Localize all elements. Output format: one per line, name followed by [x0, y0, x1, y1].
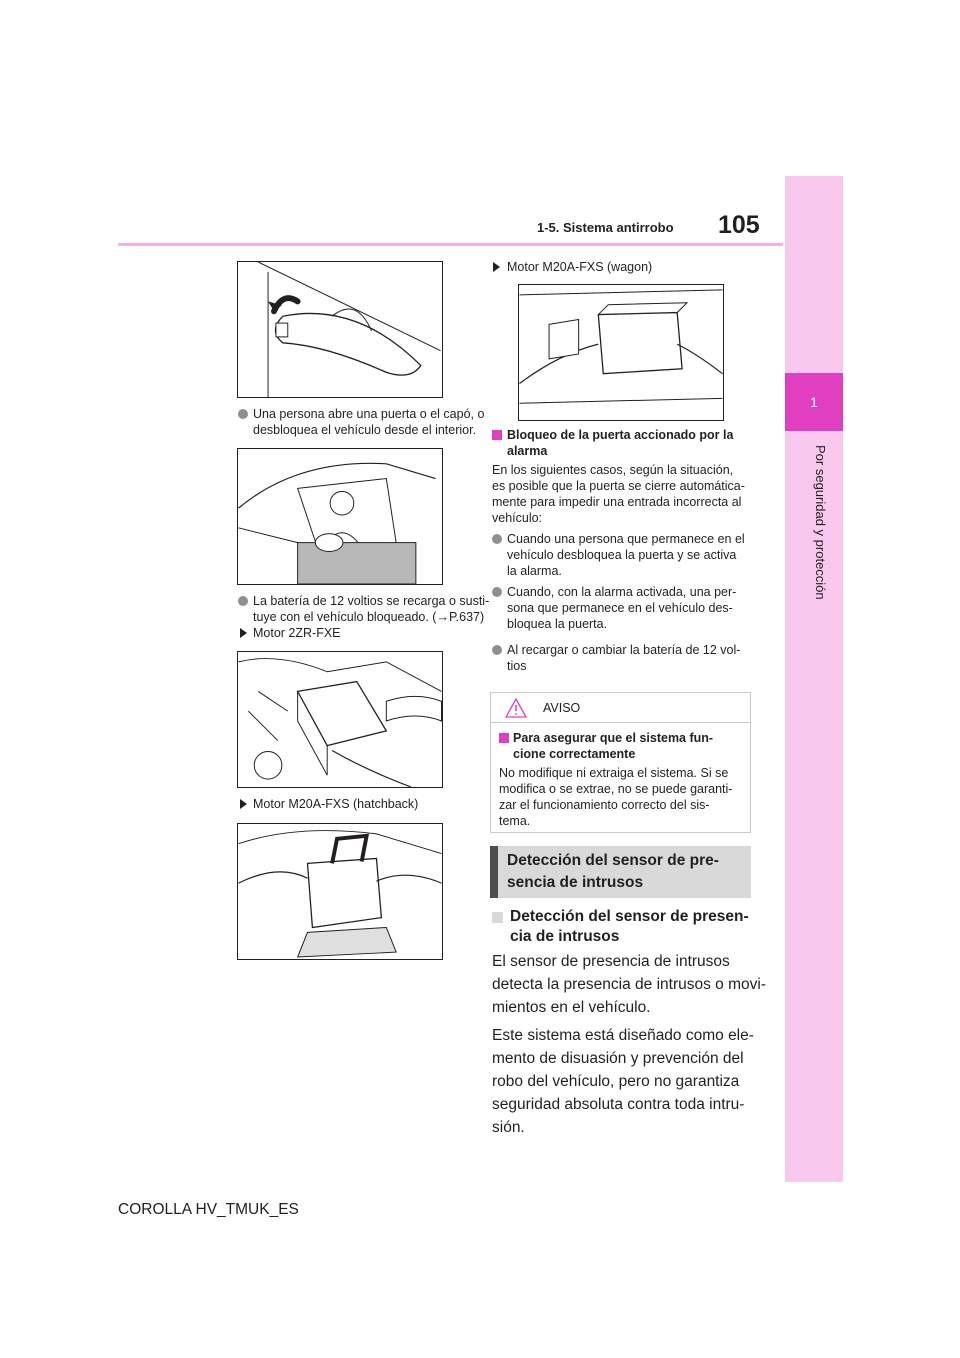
section-header-text: sencia de intrusos	[507, 874, 644, 891]
paragraph-line: El sensor de presencia de intrusos	[492, 953, 730, 970]
engine-label: Motor 2ZR-FXE	[253, 626, 341, 640]
subsection-title: Detección del sensor de presen-	[510, 908, 749, 925]
arrow-right-icon	[240, 628, 247, 638]
door-handle-illustration	[237, 261, 443, 398]
subsection-title: Bloqueo de la puerta accionado por la	[507, 428, 734, 442]
person-in-car-drawing	[238, 449, 442, 584]
bullet-text: Al recargar o cambiar la batería de 12 vol-	[507, 643, 741, 657]
bullet-text: bloquea la puerta.	[507, 617, 608, 631]
paragraph-line: es posible que la puerta se cierre automática-	[492, 479, 745, 493]
subsection-title: cia de intrusos	[510, 928, 620, 945]
bullet-text: sona que permanece en el vehículo des-	[507, 601, 733, 615]
arrow-right-icon	[240, 799, 247, 809]
aviso-header	[491, 693, 750, 723]
paragraph-line: sión.	[492, 1119, 525, 1136]
square-bullet-icon	[492, 430, 502, 440]
bullet-dot	[238, 596, 248, 606]
bullet-dot	[238, 409, 248, 419]
bullet-dot	[492, 587, 502, 597]
engine-label: Motor M20A-FXS (hatchback)	[253, 797, 419, 811]
paragraph-line: vehículo:	[492, 511, 543, 525]
paragraph-line: mientos en el vehículo.	[492, 999, 651, 1016]
page-number: 105	[718, 211, 760, 239]
bullet-text: Cuando una persona que permanece en el	[507, 532, 745, 546]
paragraph-line: mente para impedir una entrada incorrecta al	[492, 495, 742, 509]
bullet-text: tios	[507, 659, 527, 673]
square-bullet-icon	[499, 733, 509, 743]
section-header-text: Detección del sensor de pre-	[507, 852, 719, 869]
bullet-dot	[492, 534, 502, 544]
aviso-body: tema.	[499, 814, 531, 828]
battery-2zr-drawing	[238, 652, 442, 787]
paragraph-line: mento de disuasión y prevención del	[492, 1050, 744, 1067]
paragraph-line: detecta la presencia de intrusos o movi-	[492, 976, 766, 993]
bullet-text: Una persona abre una puerta o el capó, o	[253, 407, 485, 421]
person-in-car-illustration	[237, 448, 443, 585]
chapter-title: Por seguridad y protección	[813, 445, 828, 600]
engine-label: Motor M20A-FXS (wagon)	[507, 260, 653, 274]
aviso-body: zar el funcionamiento correcto del sis-	[499, 798, 710, 812]
bullet-text: desbloquea el vehículo desde el interior.	[253, 423, 477, 437]
aviso-label: AVISO	[543, 701, 581, 715]
battery-2zr-illustration	[237, 651, 443, 788]
warning-triangle-icon	[505, 698, 527, 718]
chapter-sidebar	[785, 176, 843, 1182]
section-header	[490, 846, 751, 898]
aviso-body: No modifique ni extraiga el sistema. Si se	[499, 766, 729, 780]
bullet-dot	[492, 645, 502, 655]
chapter-number: 1	[810, 394, 818, 410]
paragraph-line: En los siguientes casos, según la situación,	[492, 463, 734, 477]
bullet-text: tuye con el vehículo bloqueado. (→P.637)	[253, 610, 485, 624]
header-rule	[118, 243, 783, 246]
chapter-number-tab[interactable]	[785, 373, 843, 431]
battery-hatchback-illustration	[237, 823, 443, 960]
bullet-text: vehículo desbloquea la puerta y se activa	[507, 548, 737, 562]
arrow-right-icon	[493, 262, 500, 272]
battery-wagon-illustration	[518, 284, 724, 421]
aviso-box	[490, 692, 751, 833]
bullet-text: La batería de 12 voltios se recarga o susti-	[253, 594, 490, 608]
battery-hatchback-drawing	[238, 824, 442, 959]
aviso-title: cione correctamente	[513, 747, 636, 761]
section-title: 1-5. Sistema antirrobo	[537, 220, 674, 235]
subsection-title: alarma	[507, 444, 548, 458]
aviso-title: Para asegurar que el sistema fun-	[513, 731, 714, 745]
battery-wagon-drawing	[519, 285, 723, 420]
footer-model: COROLLA HV_TMUK_ES	[118, 1201, 299, 1218]
paragraph-line: Este sistema está diseñado como ele-	[492, 1027, 754, 1044]
aviso-body: modifica o se extrae, no se puede garanti-	[499, 782, 733, 796]
door-handle-drawing	[238, 262, 442, 397]
paragraph-line: seguridad absoluta contra toda intru-	[492, 1096, 745, 1113]
bullet-text: Cuando, con la alarma activada, una per-	[507, 585, 737, 599]
square-bullet-icon	[492, 912, 503, 923]
paragraph-line: robo del vehículo, pero no garantiza	[492, 1073, 740, 1090]
bullet-text: la alarma.	[507, 564, 562, 578]
